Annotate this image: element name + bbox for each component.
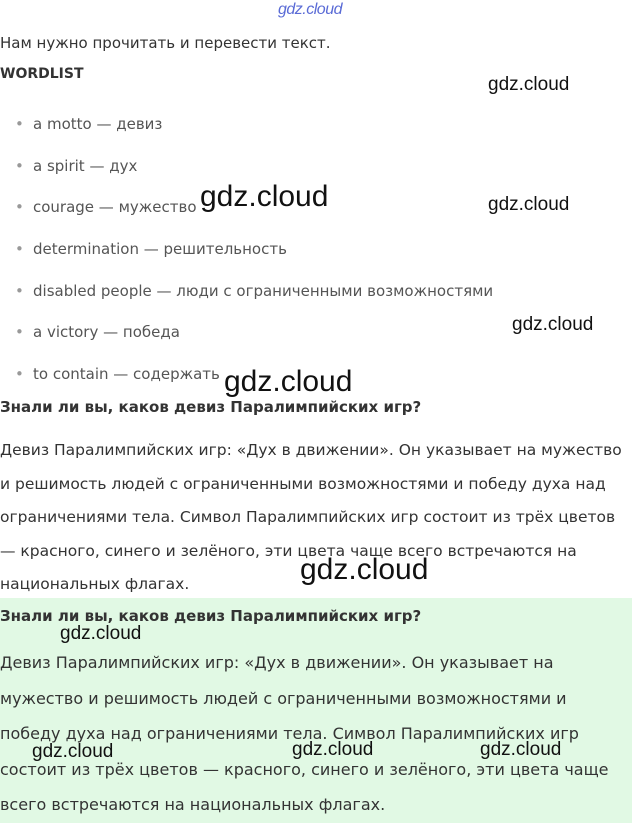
answer-heading: Знали ли вы, каков девиз Паралимпийских игр? [0, 607, 422, 625]
word-entry: to contain — содержать [33, 365, 220, 384]
watermark: gdz.cloud [480, 739, 562, 760]
bullet-icon: • [15, 240, 24, 259]
intro-text: Нам нужно прочитать и перевести текст. [0, 34, 331, 52]
bullet-icon: • [15, 115, 24, 133]
word-entry: disabled people — люди с ограниченными возможностями [33, 281, 494, 300]
bullet-icon: • [15, 281, 24, 300]
watermark: gdz.cloud [488, 194, 570, 215]
watermark: gdz.cloud [224, 365, 353, 398]
watermark: gdz.cloud [488, 74, 570, 95]
watermark: gdz.cloud [300, 553, 429, 586]
list-item [0, 271, 493, 313]
bullet-icon: • [15, 365, 24, 384]
word-entry: a motto — девиз [33, 115, 163, 133]
watermark: gdz.cloud [60, 623, 142, 644]
watermark: gdz.cloud [32, 741, 114, 762]
word-entry: courage — мужество [33, 198, 197, 217]
question-heading: Знали ли вы, каков девиз Паралимпийских игр? [0, 398, 422, 416]
bullet-icon: • [15, 198, 24, 217]
wordlist [0, 104, 493, 396]
bullet-icon: • [15, 323, 24, 342]
bullet-icon: • [15, 156, 24, 175]
watermark: gdz.cloud [512, 314, 594, 335]
word-entry: determination — решительность [33, 240, 287, 259]
text-paragraph: Девиз Паралимпийских игр: «Дух в движении». Он указывает на мужество и решимость людей с ограниченными возможностями и победу духа над ограничениями тела. Символ Паралимпийских игр состоит из трёх цветов — красного, синего и зелёного, эти цвета чаще всего встречаются на национальных флагах. [0, 441, 622, 593]
word-entry: a victory — победа [33, 323, 180, 342]
wordlist-heading: WORDLIST [0, 66, 84, 82]
watermark: gdz.cloud [292, 739, 374, 760]
answer-paragraph: Девиз Паралимпийских игр: «Дух в движении». Он указывает на мужество и решимость людей с ограниченными возможностями и победу духа над ограничениями тела. Символ Паралимпийских игр состоит из трёх цветов — красного, синего и зелёного, эти цвета чаще всего встречаются на национальных флагах. [0, 653, 609, 814]
watermark: gdz.cloud [200, 180, 329, 213]
watermark-top: gdz.cloud [278, 1, 342, 18]
list-item [0, 312, 493, 354]
list-item [0, 229, 493, 271]
list-item [0, 104, 493, 146]
word-entry: a spirit — дух [33, 156, 138, 175]
